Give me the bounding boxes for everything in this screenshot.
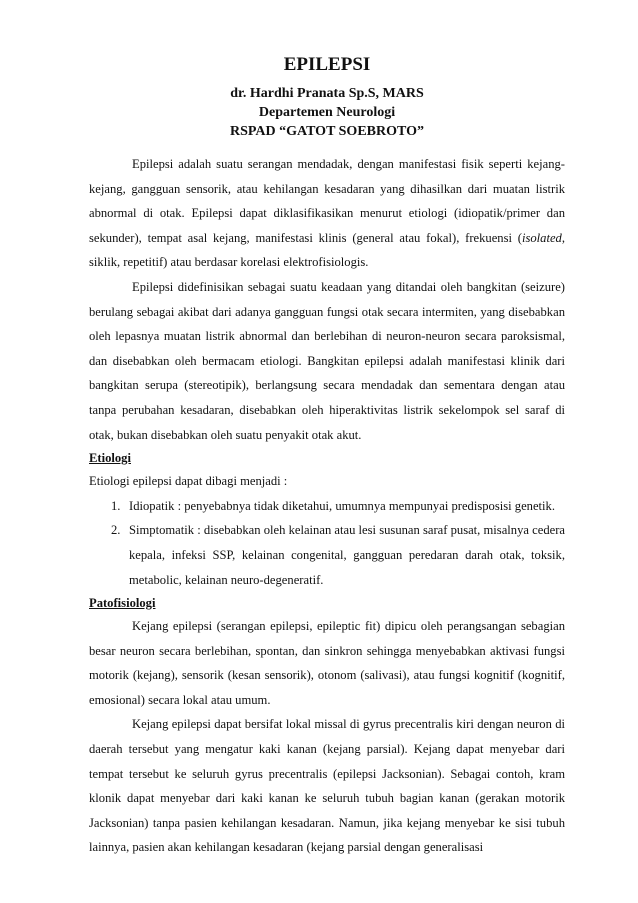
list-item — [111, 518, 565, 592]
document-title: EPILEPSI — [283, 54, 371, 75]
etiologi-lead: Etiologi epilepsi dapat dibagi menjadi : — [89, 474, 288, 489]
patofisiologi-paragraph-2: Kejang epilepsi dapat bersifat lokal missal di gyrus precentralis kiri dengan neuron di daerah tersebut yang mengatur kaki kanan (kejang parsial). Kejang dapat menyebar dari tempat tersebut ke seluruh gyrus precentralis (epilepsi Jacksonian). Sebagai contoh, kram klonik dapat menyebar dari kaki kanan ke seluruh tubuh bagian kanan (gerakan motorik Jacksonian) tanpa pasien kehilangan kesadaran. Namun, jika kejang menyebar ke sisi tubuh lainnya, pasien akan kehilangan kesadaran (kejang parsial dengan generalisasi — [89, 717, 565, 855]
patofisiologi-paragraph-1: Kejang epilepsi (serangan epilepsi, epileptic fit) dipicu oleh perangsangan sebagian besar neuron secara berlebihan, spontan, dan sinkron sehingga menyebabkan aktivasi fungsi motorik (kejang), sensorik (kesan sensorik), otonom (salivasi), atau fungsi kognitif (kognitif, emosional) secara lokal atau umum. — [89, 619, 565, 707]
department-line: Departemen Neurologi — [258, 105, 396, 120]
section-heading-etiologi: Etiologi — [89, 451, 131, 466]
intro-italic-term: isolated — [521, 230, 562, 245]
list-item-number: 1. — [111, 498, 121, 513]
list-item — [111, 494, 565, 519]
intro-text-start: Epilepsi adalah suatu serangan mendadak, dengan manifestasi fisik seperti kejang-kejang, gangguan sensorik, atau kehilangan kesadaran yang dihasilkan dari muatan listrik abnormal di otak. Epilepsi dapat diklasifikasikan menurut etiologi (idiopatik/primer dan sekunder), tempat asal kejang, manifestasi klinis (general atau fokal), frekuensi ( — [89, 157, 565, 245]
institution-line: RSPAD “GATOT SOEBROTO” — [230, 124, 424, 139]
intro-paragraph-2: Epilepsi didefinisikan sebagai suatu keadaan yang ditandai oleh bangkitan (seizure) berulang sebagai akibat dari adanya gangguan fungsi otak secara intermiten, yang disebabkan oleh lepasnya muatan listrik abnormal dan berlebihan di neuron-neuron secara paroksismal, dan disebabkan oleh bermacam etiologi. Bangkitan epilepsi adalah manifestasi klinik dari bangkitan serupa (stereotipik), berlangsung secara mendadak dan sementara dengan atau tanpa perubahan kesadaran, disebabkan oleh hiperaktivitas listrik sekelompok sel saraf di otak, bukan disebabkan oleh suatu penyakit otak akut. — [89, 279, 565, 442]
list-item-text: Idiopatik : penyebabnya tidak diketahui, umumnya mempunyai predisposisi genetik. — [129, 498, 555, 513]
author-line: dr. Hardhi Pranata Sp.S, MARS — [230, 86, 424, 101]
list-item-text: Simptomatik : disebabkan oleh kelainan atau lesi susunan saraf pusat, misalnya cedera kepala, infeksi SSP, kelainan congenital, gangguan peredaran darah otak, toksik, metabolic, kelainan neuro-degeneratif. — [129, 523, 565, 587]
list-item-number: 2. — [111, 523, 121, 538]
intro-paragraph-1 — [89, 152, 565, 275]
section-heading-patofisiologi: Patofisiologi — [89, 596, 156, 611]
etiologi-list — [89, 494, 565, 592]
intro-text-end: , siklik, repetitif) atau berdasar korelasi elektrofisiologis. — [89, 230, 565, 270]
